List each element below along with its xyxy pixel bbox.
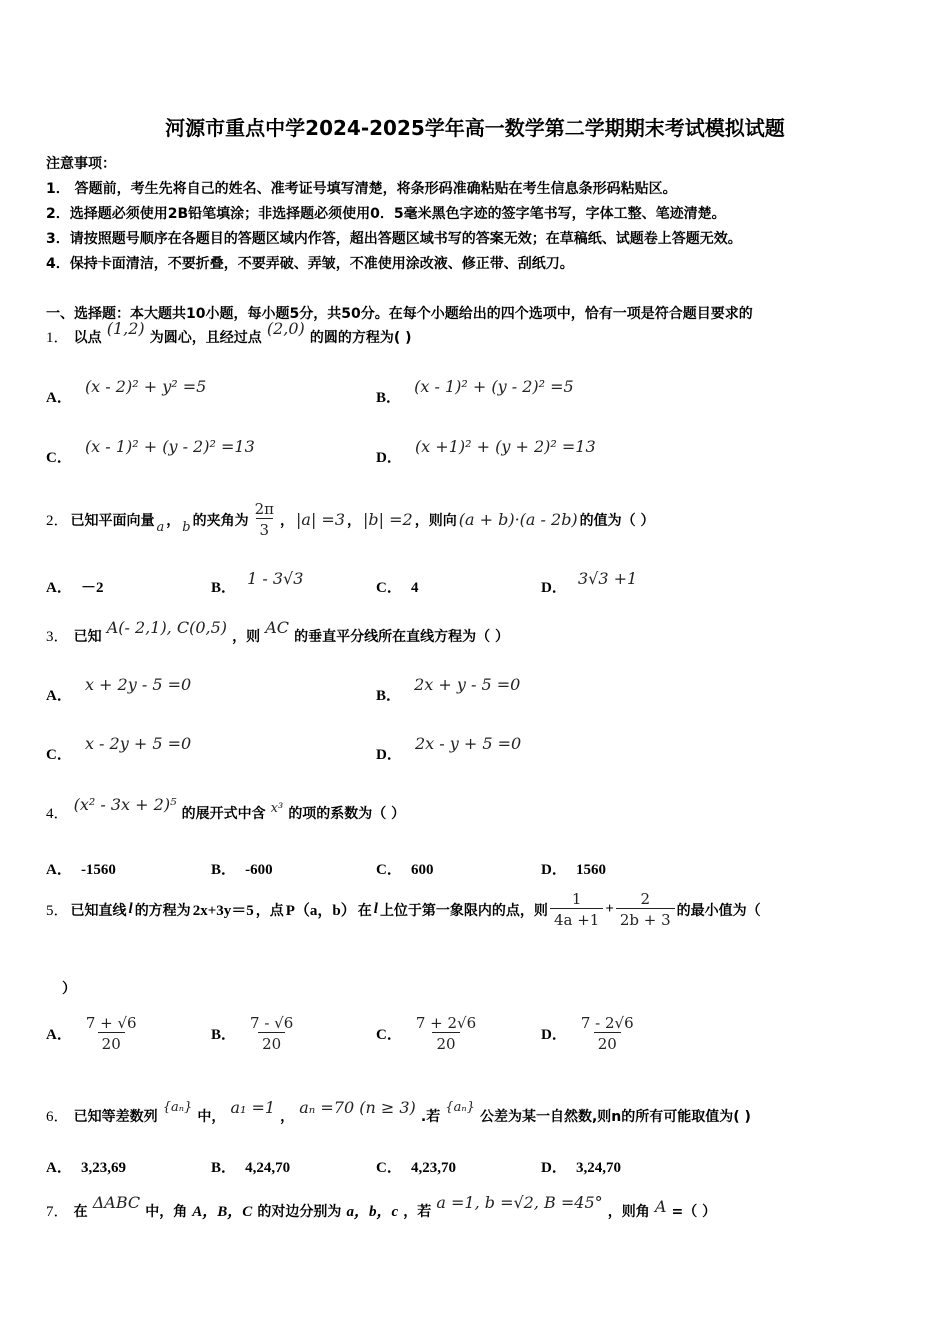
fraction [82, 1014, 141, 1053]
question-text: 的项的系数为（ ） [288, 806, 406, 822]
math-expression: {aₙ} [162, 1100, 193, 1115]
option-a[interactable] [46, 377, 207, 407]
option-math: x + 2y - 5 =0 [84, 675, 192, 694]
option-label: C． [376, 862, 402, 878]
option-label: C． [376, 580, 402, 596]
option-b[interactable] [211, 1014, 297, 1053]
question-number: 7． [46, 1204, 69, 1220]
question-number: 1． [46, 330, 69, 346]
fraction-denominator: 20 [432, 1032, 459, 1053]
option-label: B． [211, 1160, 237, 1176]
fraction-numerator: 2π [254, 500, 275, 518]
option-b[interactable] [211, 569, 304, 597]
math-expression: A，B，C [192, 1204, 253, 1220]
question-text: ，点 [255, 902, 284, 919]
question-text: 的垂直平分线所在直线方程为（ ） [294, 629, 509, 645]
question-text: 的最小值为（ [676, 902, 761, 919]
math-expression: A(- 2,1), C(0,5) [106, 618, 228, 637]
option-math: x - 2y + 5 =0 [84, 734, 192, 753]
option-b[interactable] [211, 858, 273, 879]
question-text: ，则向 [414, 512, 457, 529]
fraction-denominator: 3 [256, 518, 274, 539]
question-text: 以点 [73, 330, 102, 346]
option-label: D． [541, 580, 567, 596]
option-text: 4,23,70 [410, 1160, 456, 1176]
math-expression: a₁ =1 [230, 1098, 276, 1117]
question-text: ，则 [232, 629, 261, 645]
question-text: 的对边分别为 [257, 1204, 342, 1220]
math-expression: (2,0) [266, 319, 305, 338]
section-heading: 一、选择题：本大题共10小题，每小题5分，共50分。在每个小题给出的四个选项中，恰有一项是符合题目要求的 [46, 306, 753, 322]
option-b[interactable] [211, 1156, 290, 1177]
math-expression: AC [265, 618, 290, 637]
question-text: 已知等差数列 [73, 1109, 158, 1125]
math-expression: a，b，c [346, 1204, 399, 1220]
question-text: 的夹角为 [192, 512, 249, 529]
option-d[interactable] [376, 437, 596, 467]
option-math: (x +1)² + (y + 2)² =13 [414, 437, 596, 456]
question-text: 上位于第一象限内的点，则 [379, 902, 548, 919]
fraction [246, 1014, 297, 1053]
option-text: 4 [410, 580, 419, 596]
option-label: B． [376, 390, 402, 406]
option-label: D． [376, 450, 402, 466]
option-c[interactable] [376, 576, 418, 597]
math-expression: b [182, 520, 191, 535]
option-a[interactable] [46, 1014, 141, 1053]
question-text: 中，角 [145, 1204, 188, 1220]
fraction-numerator: 7 - √6 [250, 1014, 294, 1032]
option-label: B． [211, 580, 237, 596]
option-d[interactable] [541, 1156, 621, 1177]
question-2 [46, 500, 655, 539]
option-math: (x - 1)² + (y - 2)² =5 [414, 377, 574, 396]
option-text: 3,24,70 [575, 1160, 621, 1176]
option-label: C． [376, 1160, 402, 1176]
question-text: 在 [73, 1204, 88, 1220]
question-number: 3． [46, 629, 69, 645]
question-text: ， [280, 512, 295, 529]
math-expression: P（a，b） [285, 903, 356, 919]
fraction-denominator: 4a +1 [550, 908, 603, 929]
question-text: .若 [420, 1109, 441, 1125]
question-text: 已知直线 [70, 902, 127, 919]
question-text: ， [166, 512, 181, 529]
notice-heading: 注意事项： [46, 156, 116, 172]
question-text: 中， [197, 1109, 226, 1125]
option-d[interactable] [376, 734, 522, 764]
fraction-denominator: 20 [594, 1032, 621, 1053]
question-text: ，若 [403, 1204, 432, 1220]
option-c[interactable] [46, 437, 255, 467]
notice-item: 2．选择题必须使用2B铅笔填涂；非选择题必须使用0．5毫米黑色字迹的签字笔书写，字体工整、笔迹清楚。 [46, 206, 726, 222]
fraction-numerator: 1 [571, 890, 582, 908]
fraction-numerator: 7 - 2√6 [580, 1014, 634, 1032]
question-number: 4． [46, 806, 69, 822]
math-operator: + [605, 901, 614, 917]
math-expression: |b| =2 [363, 510, 413, 529]
question-7 [46, 1193, 717, 1221]
option-a[interactable] [46, 675, 192, 705]
fraction [577, 1014, 638, 1053]
option-c[interactable] [376, 1156, 456, 1177]
question-text: ） [62, 981, 76, 997]
question-5 [46, 890, 761, 929]
fraction [616, 890, 675, 929]
math-expression: l [128, 901, 133, 917]
question-text: 已知平面向量 [70, 512, 155, 529]
question-text: ， [347, 512, 362, 529]
option-label: A． [46, 1027, 72, 1043]
option-d[interactable] [541, 858, 606, 879]
question-text: ，则角 [607, 1204, 650, 1220]
option-a[interactable] [46, 1156, 126, 1177]
question-6 [46, 1098, 751, 1126]
question-1 [46, 319, 412, 347]
fraction-denominator: 2b + 3 [616, 908, 675, 929]
fraction-numerator: 2 [640, 890, 651, 908]
math-expression: l [373, 901, 378, 917]
option-b[interactable] [376, 377, 574, 407]
math-expression: 2x+3y＝5 [192, 903, 254, 919]
option-math: 2x + y - 5 =0 [414, 675, 521, 694]
math-expression: (1,2) [106, 319, 145, 338]
math-expression: x³ [270, 801, 284, 816]
question-number: 5． [46, 903, 69, 919]
math-expression: ΔABC [92, 1193, 141, 1212]
option-d[interactable] [541, 1014, 638, 1053]
option-text: 4,24,70 [245, 1160, 291, 1176]
option-label: D． [541, 862, 567, 878]
question-text: 的圆的方程为( ) [309, 330, 412, 346]
question-text: 的展开式中含 [181, 806, 266, 822]
option-math: (x - 2)² + y² =5 [84, 377, 207, 396]
option-label: B． [211, 862, 237, 878]
option-label: A． [46, 1160, 72, 1176]
math-expression: a =1, b =√2, B =45° [436, 1193, 603, 1212]
option-text: －2 [80, 580, 104, 596]
question-text: 的值为（ ） [579, 512, 655, 529]
notice-item: 4．保持卡面清洁，不要折叠，不要弄破、弄皱，不准使用涂改液、修正带、刮纸刀。 [46, 256, 574, 272]
option-a[interactable] [46, 858, 116, 879]
option-text: 600 [410, 862, 434, 878]
option-math: 1 - 3√3 [247, 569, 304, 588]
question-number: 2． [46, 513, 69, 529]
option-math: (x - 1)² + (y - 2)² =13 [84, 437, 255, 456]
fraction-denominator: 20 [258, 1032, 285, 1053]
option-label: C． [376, 1027, 402, 1043]
question-text: =（ ） [671, 1204, 717, 1220]
math-expression: aₙ =70 (n ≥ 3) [299, 1098, 416, 1117]
option-label: A． [46, 390, 72, 406]
math-expression: A [654, 1197, 667, 1216]
question-text: 已知 [73, 629, 102, 645]
question-number: 6． [46, 1109, 69, 1125]
math-expression: (a + b)·(a - 2b) [458, 510, 578, 529]
question-text: 公差为某一自然数,则n的所有可能取值为( ) [479, 1109, 751, 1125]
math-expression: a [156, 520, 165, 535]
option-c[interactable] [376, 1014, 480, 1053]
option-label: D． [376, 747, 402, 763]
question-text: ， [280, 1109, 295, 1125]
option-math: 3√3 +1 [577, 569, 638, 588]
notice-item: 3．请按照题号顺序在各题目的答题区域内作答，超出答题区域书写的答案无效；在草稿纸、试题卷上答题无效。 [46, 231, 742, 247]
option-b[interactable] [376, 675, 521, 705]
option-text: 1560 [575, 862, 606, 878]
option-c[interactable] [46, 734, 192, 764]
math-expression: |a| =3 [296, 510, 346, 529]
option-label: A． [46, 862, 72, 878]
math-expression: (x² - 3x + 2)⁵ [73, 795, 177, 814]
option-text: -600 [245, 862, 273, 878]
fraction-numerator: 7 + 2√6 [415, 1014, 477, 1032]
question-3 [46, 618, 509, 646]
option-text: -1560 [80, 862, 116, 878]
option-d[interactable] [541, 569, 638, 597]
fraction-denominator: 20 [98, 1032, 125, 1053]
fraction-numerator: 7 + √6 [85, 1014, 137, 1032]
fraction [412, 1014, 480, 1053]
option-label: C． [46, 450, 72, 466]
option-label: B． [211, 1027, 237, 1043]
option-label: B． [376, 688, 402, 704]
page-title: 河源市重点中学2024-2025学年高一数学第二学期期末考试模拟试题 [165, 116, 785, 140]
question-text: 的方程为 [134, 902, 191, 919]
option-math: 2x - y + 5 =0 [414, 734, 522, 753]
question-text: 在 [357, 902, 372, 919]
option-label: A． [46, 688, 72, 704]
option-text: 3,23,69 [80, 1160, 126, 1176]
option-label: D． [541, 1027, 567, 1043]
question-4 [46, 795, 406, 823]
fraction [251, 500, 278, 539]
fraction [550, 890, 603, 929]
option-label: A． [46, 580, 72, 596]
notice-item: 1． 答题前，考生先将自己的姓名、准考证号填写清楚，将条形码准确粘贴在考生信息条形码粘贴区。 [46, 181, 677, 197]
option-label: D． [541, 1160, 567, 1176]
option-label: C． [46, 747, 72, 763]
math-expression: {aₙ} [445, 1100, 475, 1115]
option-c[interactable] [376, 858, 433, 879]
option-a[interactable] [46, 576, 103, 597]
question-text: 为圆心，且经过点 [149, 330, 262, 346]
